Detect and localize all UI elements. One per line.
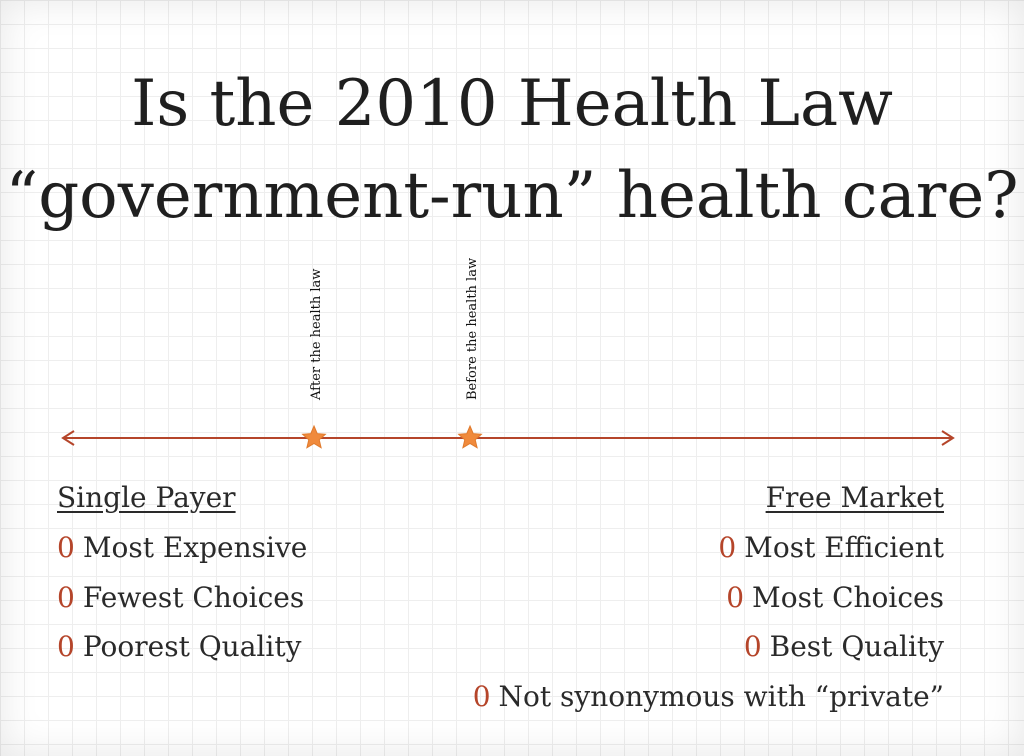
free-market-list (473, 523, 944, 721)
title-line-2: “government-run” health care? (5, 159, 1019, 233)
star-icon-before (459, 426, 482, 448)
marker-label-before: Before the health law (465, 257, 480, 400)
bullet-glyph: 0 (726, 580, 745, 614)
list-item-text: Most Choices (752, 580, 944, 614)
list-item (473, 672, 944, 722)
bullet-glyph: 0 (57, 531, 75, 564)
single-payer-heading: Single Payer (57, 481, 236, 514)
list-item (57, 523, 307, 573)
single-payer-list (57, 523, 307, 672)
list-item-text: Best Quality (769, 630, 944, 663)
list-item (473, 523, 944, 573)
list-item-text: Most Efficient (744, 531, 944, 564)
slide-title (0, 58, 1024, 242)
list-item-text: Fewest Choices (82, 580, 305, 614)
bullet-glyph: 0 (472, 679, 491, 713)
list-item (57, 622, 307, 672)
free-market-heading: Free Market (765, 481, 944, 514)
list-item-text: Not synonymous with “private” (498, 679, 944, 713)
list-item-text: Poorest Quality (82, 630, 302, 663)
title-line-1: Is the 2010 Health Law (131, 67, 893, 141)
star-icon-after (303, 426, 326, 448)
list-item-text: Most Expensive (82, 531, 308, 564)
marker-label-after: After the health law (309, 268, 324, 400)
bullet-glyph: 0 (57, 630, 75, 663)
list-item (473, 622, 944, 672)
list-item (473, 573, 944, 623)
bullet-glyph: 0 (718, 531, 737, 564)
bullet-glyph: 0 (743, 630, 762, 663)
spectrum-axis (0, 420, 1024, 460)
list-item (57, 573, 307, 623)
bullet-glyph: 0 (57, 580, 75, 614)
